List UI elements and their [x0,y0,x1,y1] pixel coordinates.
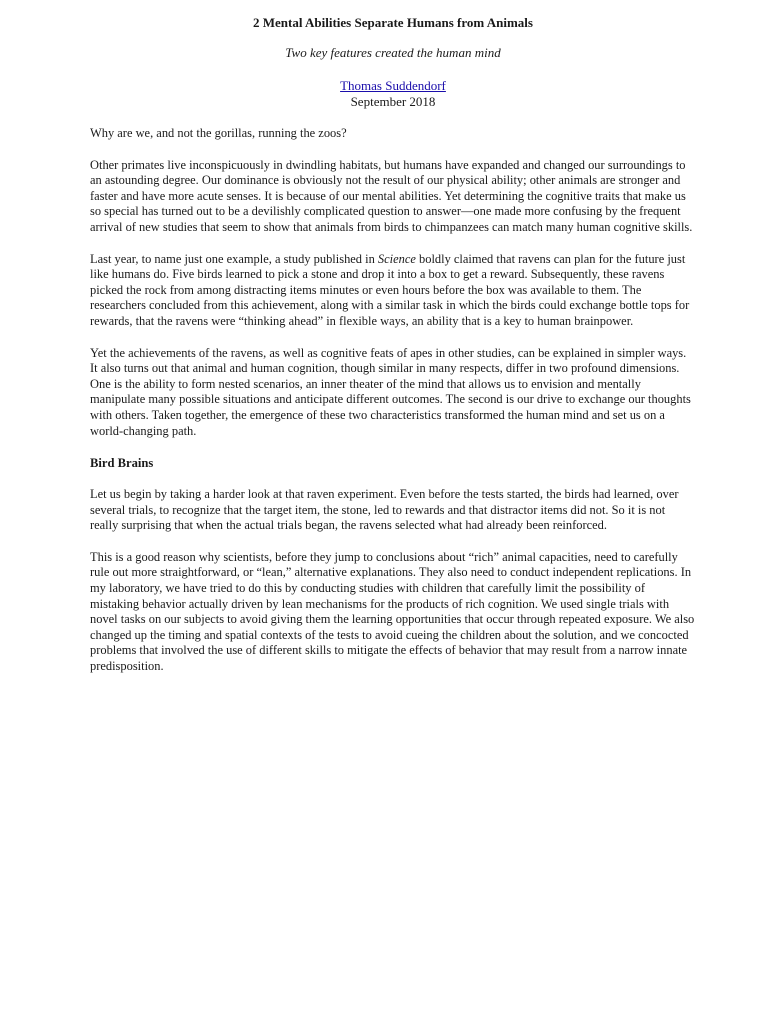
article-title: 2 Mental Abilities Separate Humans from Animals [253,15,533,30]
paragraph-raven-experiment: Let us begin by taking a harder look at that raven experiment. Even before the tests started, the birds had learned, over several trials, to recognize that the target item, the stone, led to rewards and that distractor items did not. So it is not really surprising that when the actual trials began, the ravens selected what had already been reinforced. [90,487,679,533]
publication-date: September 2018 [350,94,436,109]
author-line [90,77,696,94]
journal-name: Science [377,251,416,266]
paragraph-primates: Other primates live inconspicuously in dwindling habitats, but humans have expanded and changed our surroundings to an astounding degree. Our dominance is obviously not the result of our physical ability; other animals are stronger and faster and have more acute senses. It is because of our mental abilities. Yet determining the cognitive traits that make us so special has turned out to be a devilishly complicated question to answer—one made more confusing by the frequent arrival of new studies that seem to show that animals from birds to chimpanzees can match many human cognitive skills. [90,157,693,234]
paragraph-two-dimensions: Yet the achievements of the ravens, as well as cognitive feats of apes in other studies, can be explained in simpler ways. It also turns out that animal and human cognition, though similar in many respects, differ in two profound dimensions. One is the ability to form nested scenarios, an inner theater of the mind that allows us to envision and mentally manipulate many possible situations and anticipate different outcomes. The second is our drive to exchange our thoughts with others. Taken together, the emergence of these two characteristics transformed the human mind and set us on a world-changing path. [90,345,691,438]
author-link[interactable]: Thomas Suddendorf [340,78,446,93]
paragraph-raven-study [90,252,696,330]
article-subtitle: Two key features created the human mind [285,45,501,60]
paragraph-text: boldly claimed that ravens can plan for the future just like humans do. Five birds learned to pick a stone and drop it into a box to get a reward. Subsequently, these ravens picked the rock from among distracting items minutes or even hours before the box was available to them. The researchers concluded from this achievement, along with a similar task in which the birds could exchange bottle tops for rewards, that the ravens were “thinking ahead” in flexible ways, an ability that is a key to human brainpower. [90,251,690,328]
paragraph-intro: Why are we, and not the gorillas, running the zoos? [90,126,347,140]
document-page [90,14,696,675]
section-heading-bird-brains: Bird Brains [90,456,154,471]
paragraph-text: Last year, to name just one example, a study published in [90,251,378,266]
paragraph-lean-explanations: This is a good reason why scientists, before they jump to conclusions about “rich” animal capacities, need to carefully rule out more straightforward, or “lean,” alternative explanations. They also need to conduct independent replications. In my laboratory, we have tried to do this by conducting studies with children that carefully limit the possibility of mistaking behavior actually driven by lean mechanisms for the products of rich cognition. We used single trials with novel tasks on our subjects to avoid giving them the learning opportunities that occur through repeated exposure. We also changed up the timing and spatial contexts of the tests to avoid cueing the children about the solution, and we concocted problems that involved the use of different skills to mitigate the effects of behavior that may result from a narrow innate predisposition. [90,549,695,674]
